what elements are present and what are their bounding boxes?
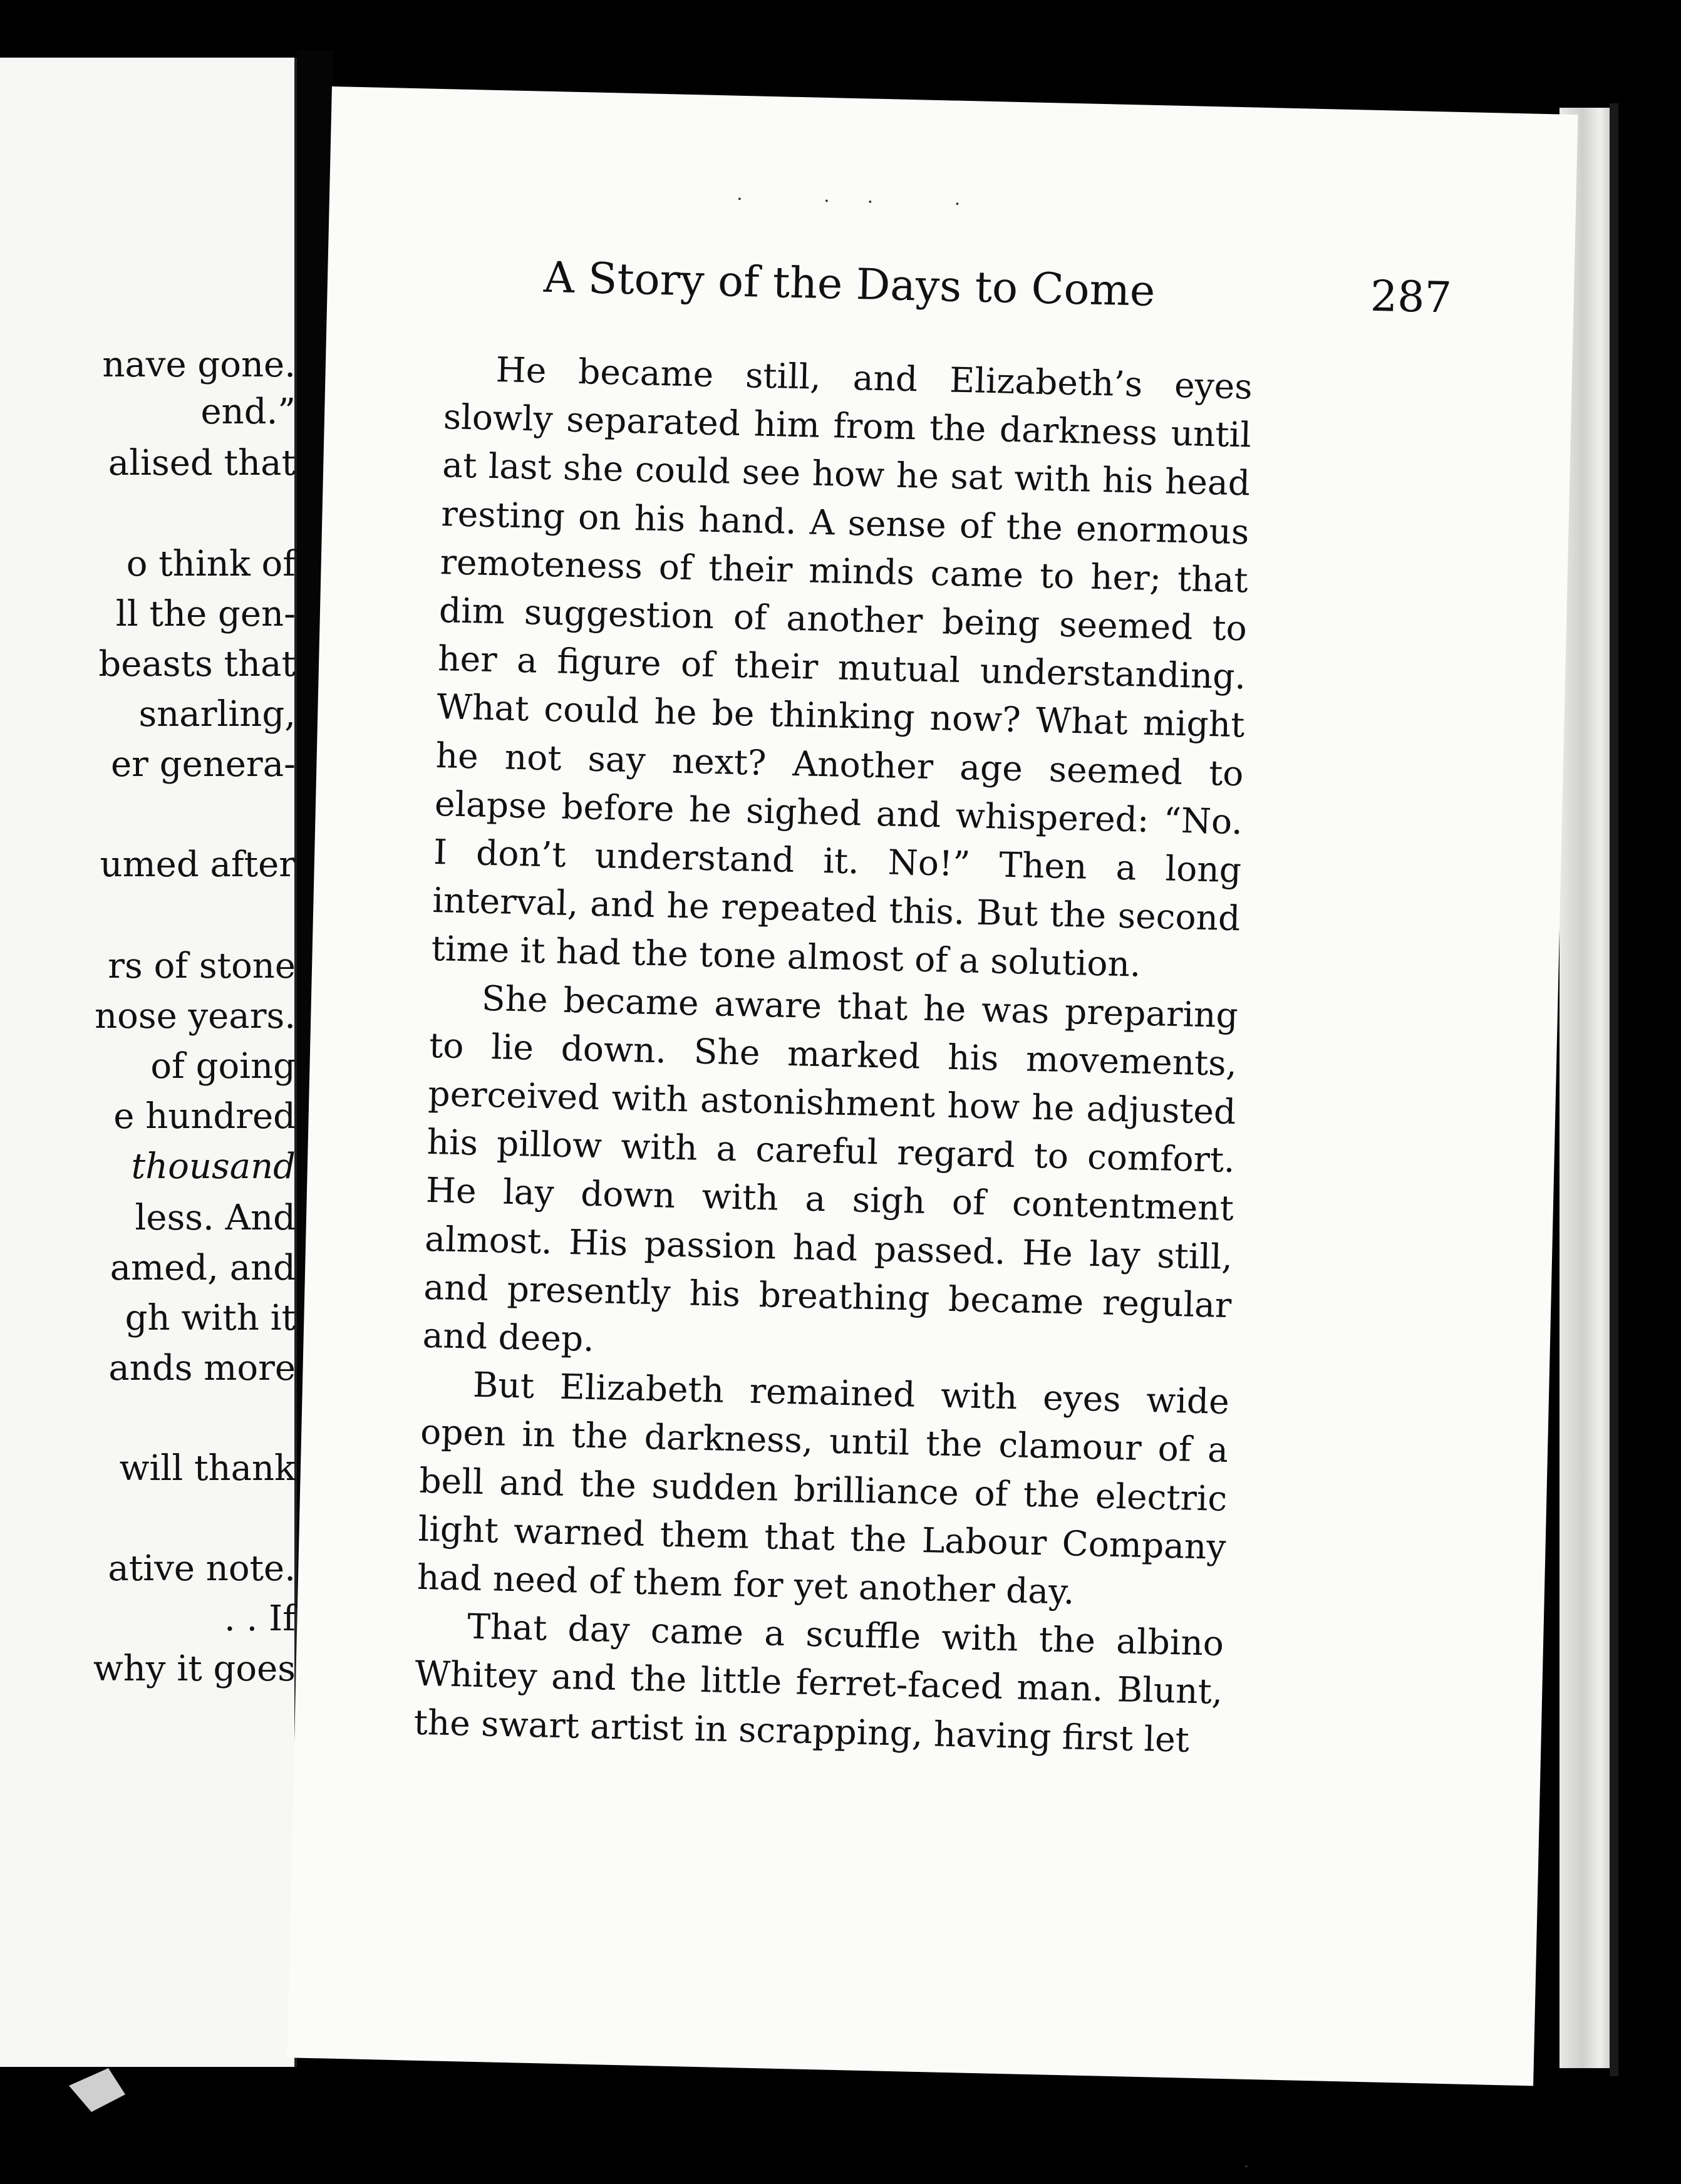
left-text-fragment: ands more xyxy=(108,1348,296,1389)
left-text-fragment: snarling, xyxy=(138,694,296,735)
left-text-fragment: ative note. xyxy=(108,1548,296,1589)
left-text-fragment: why it goes xyxy=(93,1648,296,1689)
left-text-fragment: beasts that xyxy=(98,644,296,685)
left-text-fragment: e hundred xyxy=(113,1096,296,1137)
left-text-fragment: nose years. xyxy=(95,996,296,1037)
page-edge-shadow xyxy=(1610,103,1618,2076)
left-text-fragment: umed after xyxy=(100,844,296,885)
left-text-fragment: ll the gen- xyxy=(115,594,296,634)
left-text-fragment: amed, and xyxy=(110,1248,296,1288)
left-page xyxy=(0,58,297,2067)
paragraph: But Elizabeth remained with eyes wide open in the darkness, until the clamour of a bell and the sudden brilliance of the electric light warned them that the Labour Company had need of them for yet another day. xyxy=(416,1364,1230,1612)
left-text-fragment: less. And xyxy=(135,1198,296,1238)
left-text-fragment: o think of xyxy=(126,544,296,584)
left-text-fragment: er genera- xyxy=(111,744,296,785)
paragraph: He became still, and Elizabeth’s eyes slowly separated him from the darkness until at last she could see how he sat with his head resting on his hand. A sense of the enormous remoteness of their minds came to her; that dim suggestion of another being seemed to her a figure of their mutual understanding. What could he be thinking now? What might he not say next? Another age seemed to elapse before he sighed and whispered: “No. I don’t understand it. No!” Then a long interval, and he repeated this. But the second time it had the tone almost of a solution. xyxy=(431,349,1253,985)
left-text-fragment: end.” xyxy=(200,391,296,432)
paragraph: That day came a scuffle with the albino Whitey and the little ferret-faced man. Blunt, the swart artist in scrapping, having first let xyxy=(413,1606,1224,1760)
page-header xyxy=(543,253,1452,343)
left-text-fragment: rs of stone xyxy=(108,946,296,986)
left-text-fragment: alised that xyxy=(108,443,296,484)
print-specks: · ·· · xyxy=(736,188,998,217)
left-text-fragment: thousand xyxy=(131,1146,296,1187)
running-title: A Story of the Days to Come xyxy=(543,252,1156,316)
paragraph: She became aware that he was preparing to lie down. She marked his movements, perceived with astonishment how he adjusted his pillow with a careful regard to comfort. He lay down with a sigh of contentment almost. His passion had passed. He lay still, and presently his breathing became regular and deep. xyxy=(422,978,1239,1360)
left-text-fragment: . . If xyxy=(224,1598,296,1639)
print-speck: · xyxy=(1243,2155,1249,2178)
left-text-fragment: nave gone. xyxy=(102,344,296,385)
left-text-fragment: gh with it xyxy=(125,1298,296,1338)
body-text xyxy=(413,344,1253,1765)
left-text-fragment: will thank xyxy=(119,1448,296,1489)
left-text-fragment: of going xyxy=(150,1046,296,1087)
right-page xyxy=(287,86,1578,2178)
torn-corner xyxy=(69,2068,125,2112)
page-number: 287 xyxy=(1370,271,1452,323)
